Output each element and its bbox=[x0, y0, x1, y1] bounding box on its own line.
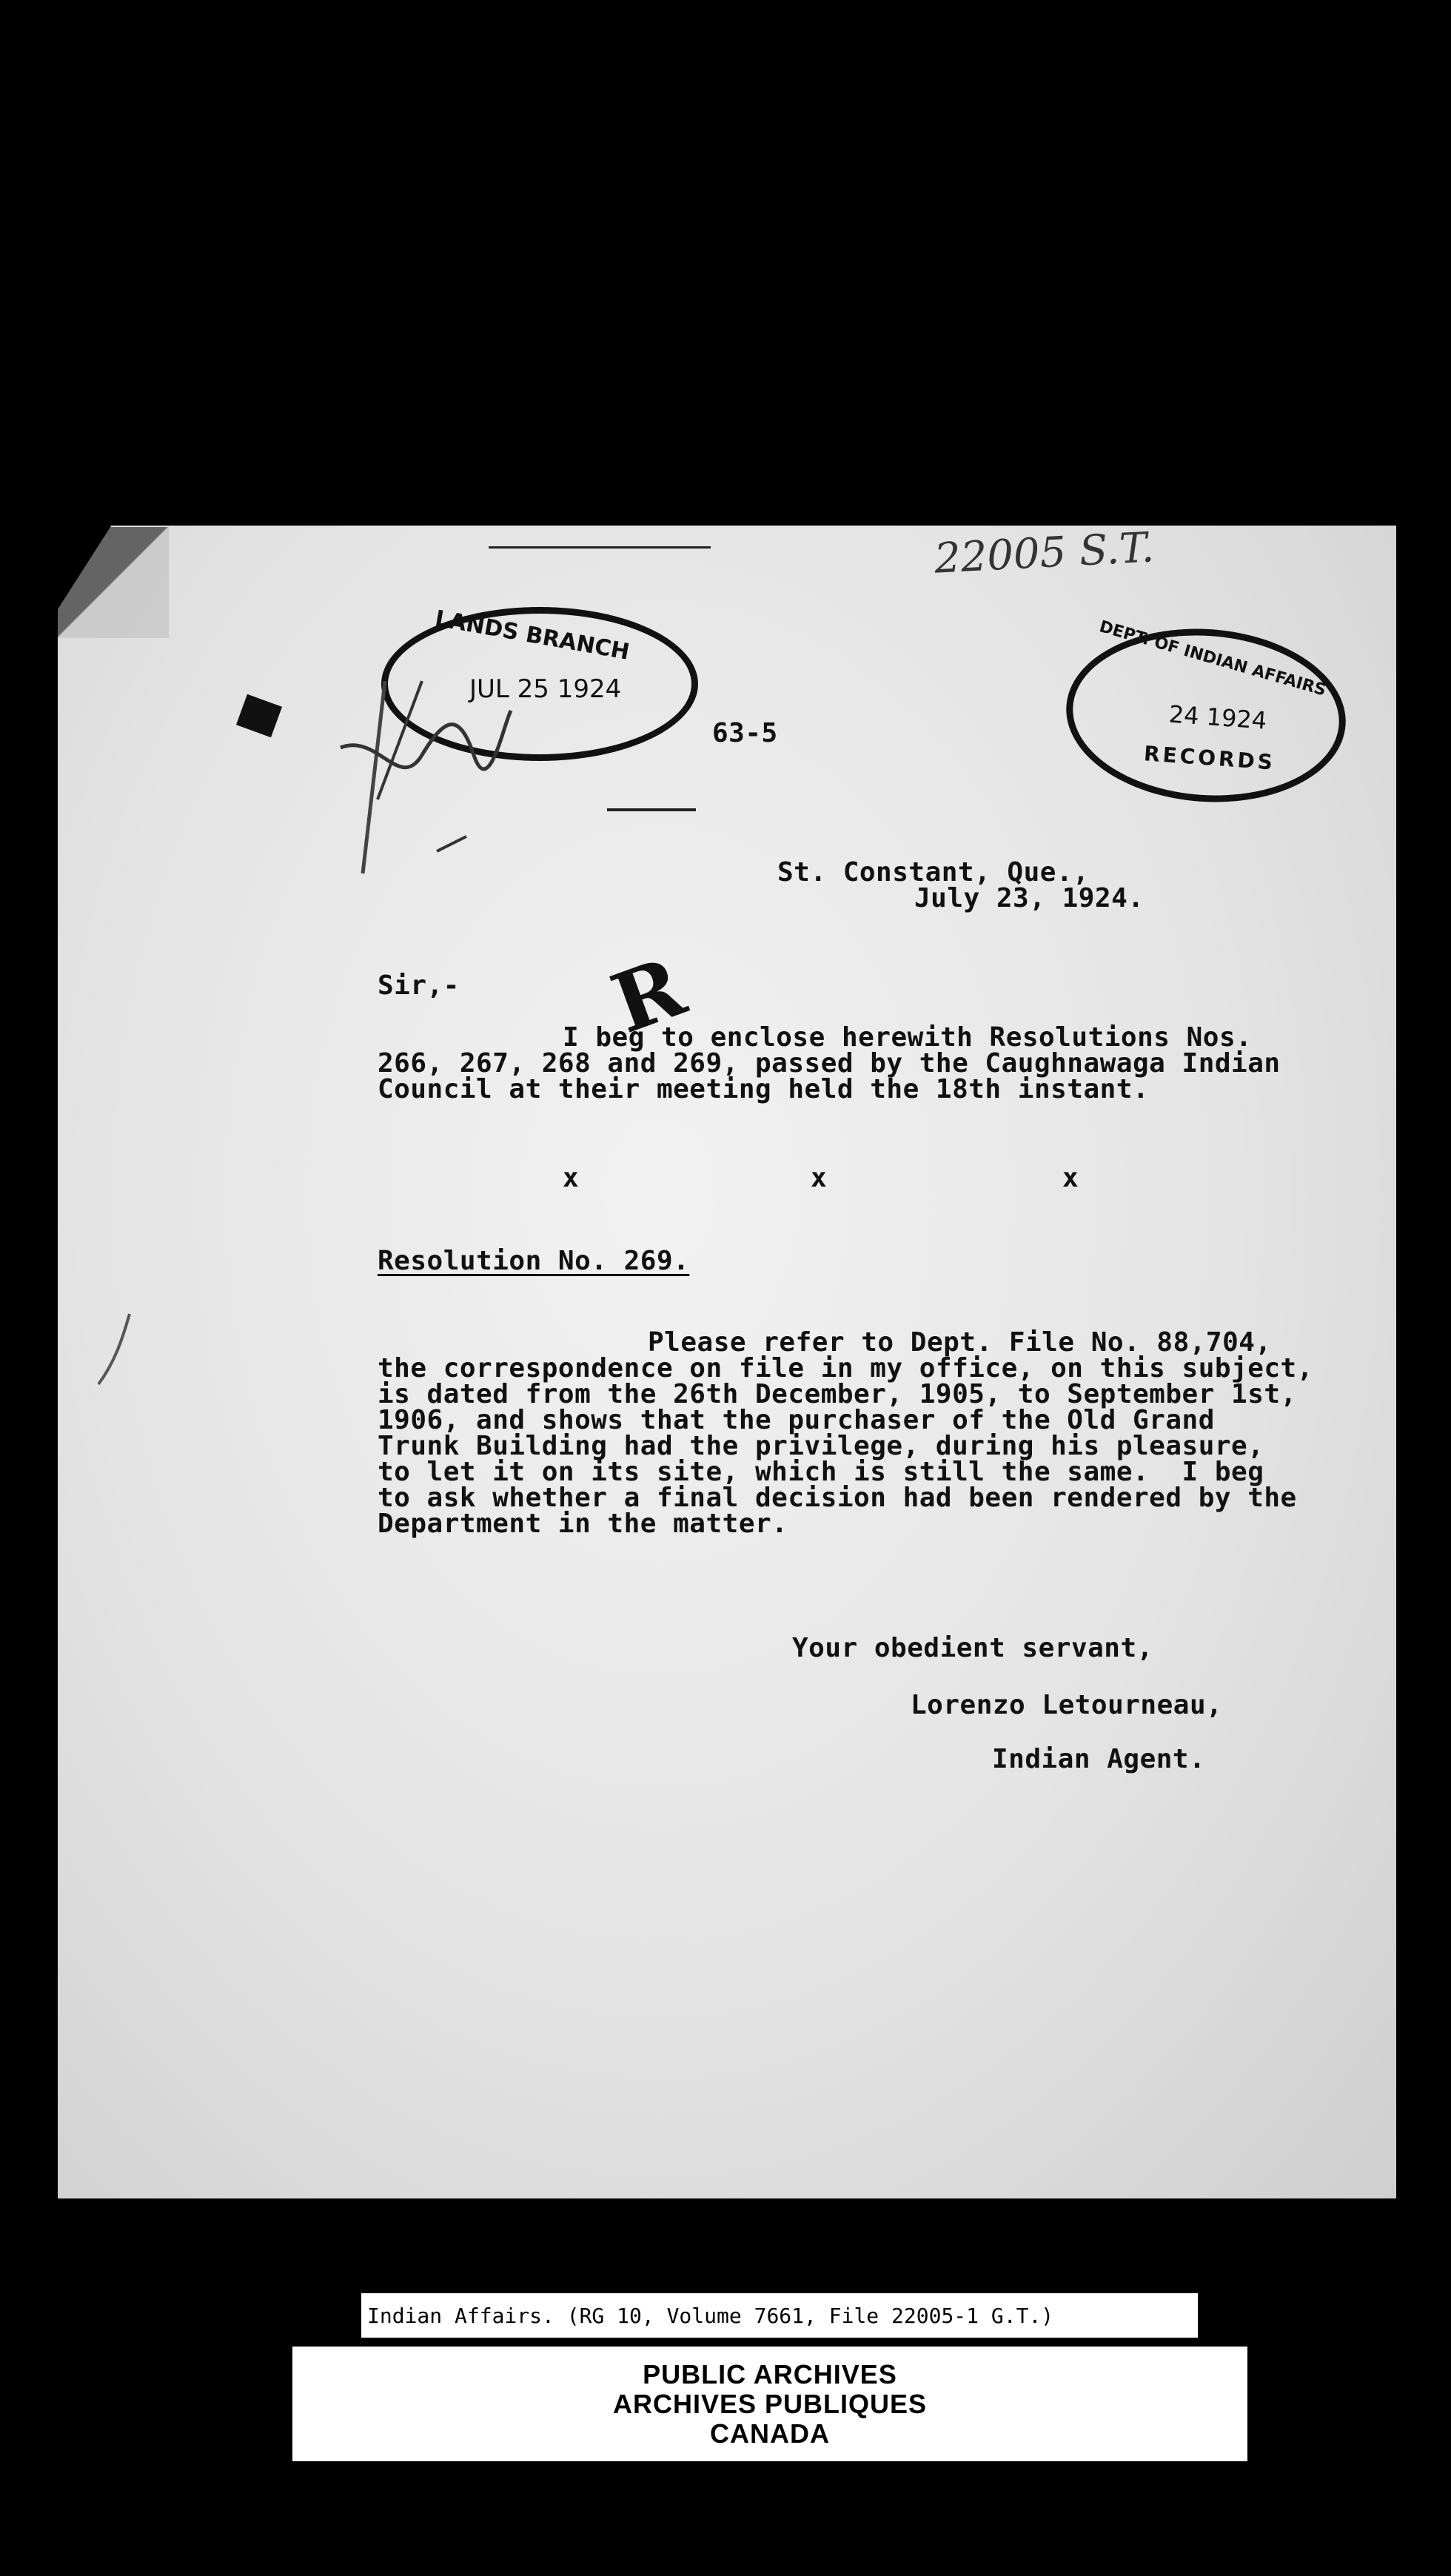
archive-line-1: PUBLIC ARCHIVES bbox=[643, 2359, 897, 2389]
handwritten-file-number: 22005 S.T. bbox=[933, 523, 1156, 583]
signatory-title: Indian Agent. bbox=[992, 1744, 1206, 1774]
body-line-6: to let it on its site, which is still the same. I beg bbox=[378, 1457, 1264, 1487]
archive-label bbox=[292, 2347, 1247, 2461]
file-reference: 63-5 bbox=[712, 718, 778, 748]
archive-line-2: ARCHIVES PUBLIQUES bbox=[612, 2389, 928, 2419]
closing: Your obedient servant, bbox=[792, 1633, 1153, 1663]
records-stamp-date: 24 1924 bbox=[1167, 700, 1268, 735]
margin-pen-mark bbox=[93, 1310, 137, 1392]
registry-mark: R bbox=[600, 939, 697, 1052]
body-line-3: is dated from the 26th December, 1905, to September 1st, bbox=[378, 1379, 1297, 1409]
top-rule-short bbox=[607, 808, 696, 811]
separator-mark: x bbox=[1062, 1163, 1079, 1193]
intro-line-3: Council at their meeting held the 18th instant. bbox=[378, 1074, 1150, 1104]
archive-reference: Indian Affairs. (RG 10, Volume 7661, File 22005-1 G.T.) bbox=[361, 2293, 1198, 2338]
body-line-4: 1906, and shows that the purchaser of the Old Grand bbox=[378, 1405, 1215, 1435]
intro-line-2: 266, 267, 268 and 269, passed by the Caughnawaga Indian bbox=[378, 1048, 1281, 1079]
folded-corner bbox=[58, 527, 169, 638]
lands-branch-label: LANDS BRANCH bbox=[432, 606, 631, 665]
letter-place: St. Constant, Que., bbox=[777, 857, 1090, 888]
letter-date: July 23, 1924. bbox=[914, 883, 1145, 913]
body-line-8: Department in the matter. bbox=[378, 1509, 788, 1539]
handwritten-initials bbox=[333, 666, 526, 888]
top-rule bbox=[489, 546, 711, 549]
separator-mark: x bbox=[811, 1163, 828, 1193]
body-line-1: Please refer to Dept. File No. 88,704, bbox=[648, 1327, 1272, 1358]
archive-line-3: CANADA bbox=[710, 2418, 830, 2449]
records-stamp-top: DEPT. OF INDIAN AFFAIRS bbox=[1097, 617, 1328, 700]
lands-branch-date: JUL 25 1924 bbox=[469, 674, 622, 704]
records-stamp-bottom: RECORDS bbox=[1143, 741, 1276, 775]
body-line-5: Trunk Building had the privilege, during his pleasure, bbox=[378, 1431, 1264, 1461]
body-line-2: the correspondence on file in my office, on this subject, bbox=[378, 1353, 1313, 1383]
salutation: Sir,- bbox=[378, 970, 460, 1001]
resolution-heading: Resolution No. 269. bbox=[378, 1246, 690, 1276]
body-line-7: to ask whether a final decision had been rendered by the bbox=[378, 1483, 1297, 1513]
intro-line-1: I beg to enclose herewith Resolutions Nos. bbox=[563, 1022, 1253, 1053]
signature: Lorenzo Letourneau, bbox=[911, 1690, 1223, 1720]
separator-mark: x bbox=[563, 1163, 580, 1193]
